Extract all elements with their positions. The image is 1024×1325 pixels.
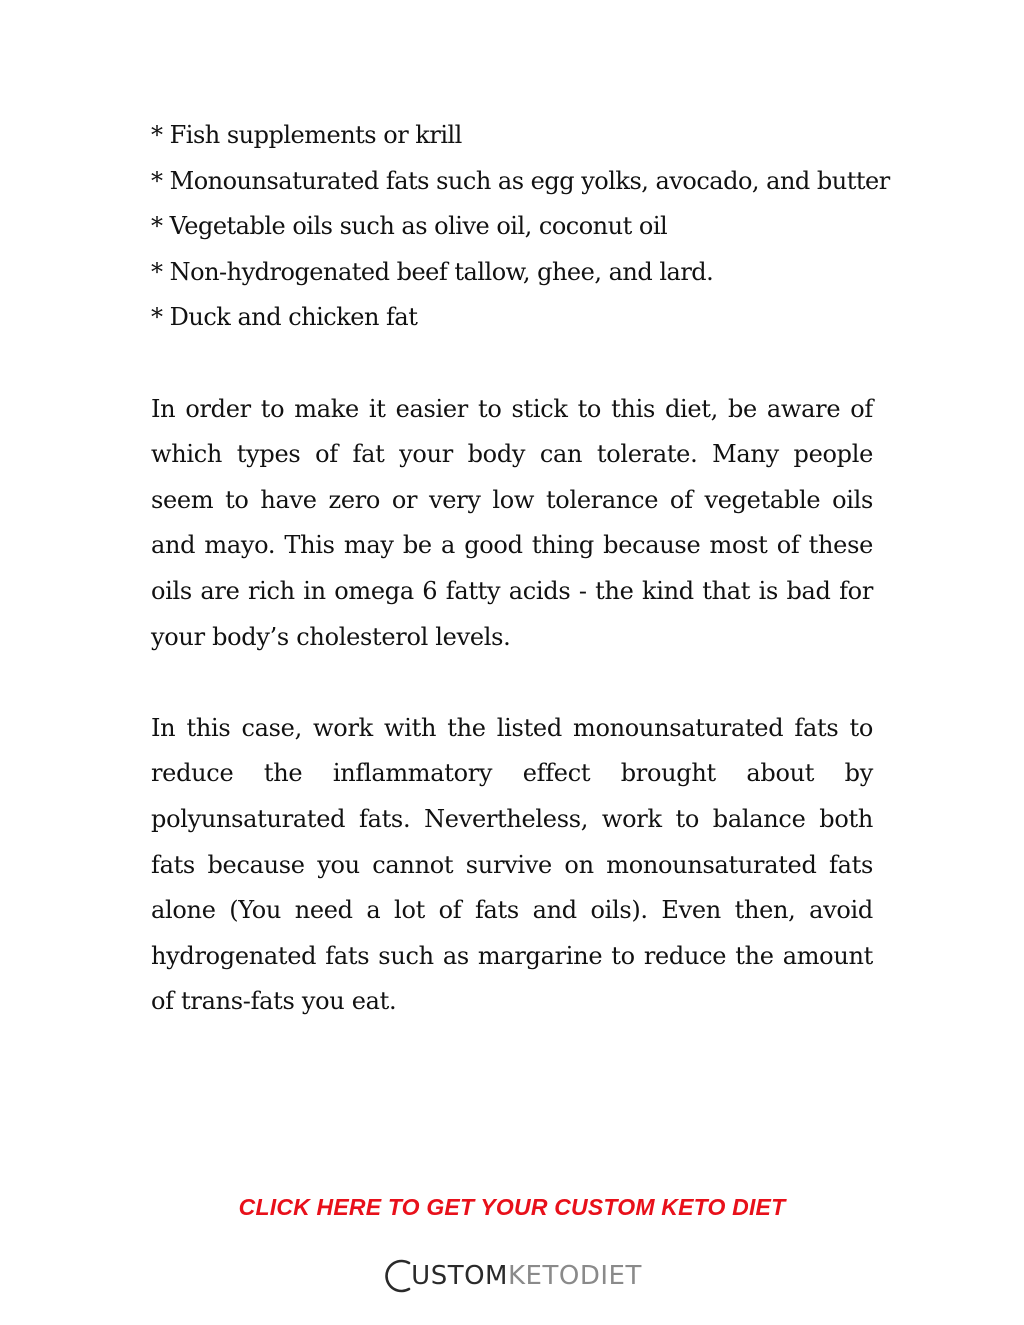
document-body bbox=[151, 113, 890, 1025]
footer-logo bbox=[0, 1256, 1024, 1296]
c-ring-logo-icon bbox=[382, 1256, 414, 1296]
list-item: * Duck and chicken fat bbox=[151, 303, 418, 332]
fat-sources-list bbox=[151, 113, 890, 341]
list-item: * Monounsaturated fats such as egg yolks, avocado, and butter bbox=[151, 166, 890, 195]
list-item: * Fish supplements or krill bbox=[151, 121, 462, 149]
list-item: * Non-hydrogenated beef tallow, ghee, and lard. bbox=[151, 257, 714, 286]
logo-text-ketodiet: KETODIET bbox=[508, 1261, 642, 1291]
logo-text-custom: USTOM bbox=[411, 1261, 508, 1291]
list-item: * Vegetable oils such as olive oil, coconut oil bbox=[151, 212, 668, 241]
get-custom-keto-diet-link[interactable]: CLICK HERE TO GET YOUR CUSTOM KETO DIET bbox=[238, 1194, 786, 1220]
paragraph-monounsaturated-fats: In this case, work with the listed monounsaturated fats to reduce the inflammatory effect brought about by polyunsaturated fats. Nevertheless, work to balance both fats because you cannot survive on monounsaturated fats alone (You need a lot of fats and oils). Even then, avoid hydrogenated fats such as margarine to reduce the amount of trans-fats you eat. bbox=[151, 713, 873, 1016]
customketodiet-logo bbox=[382, 1256, 642, 1296]
paragraph-fat-tolerance: In order to make it easier to stick to this diet, be aware of which types of fat your body can tolerate. Many people seem to have zero or very low tolerance of vegetable oils and mayo. This may be a good thing because most of these oils are rich in omega 6 fatty acids - the kind that is bad for your body’s cholesterol levels. bbox=[151, 394, 873, 651]
